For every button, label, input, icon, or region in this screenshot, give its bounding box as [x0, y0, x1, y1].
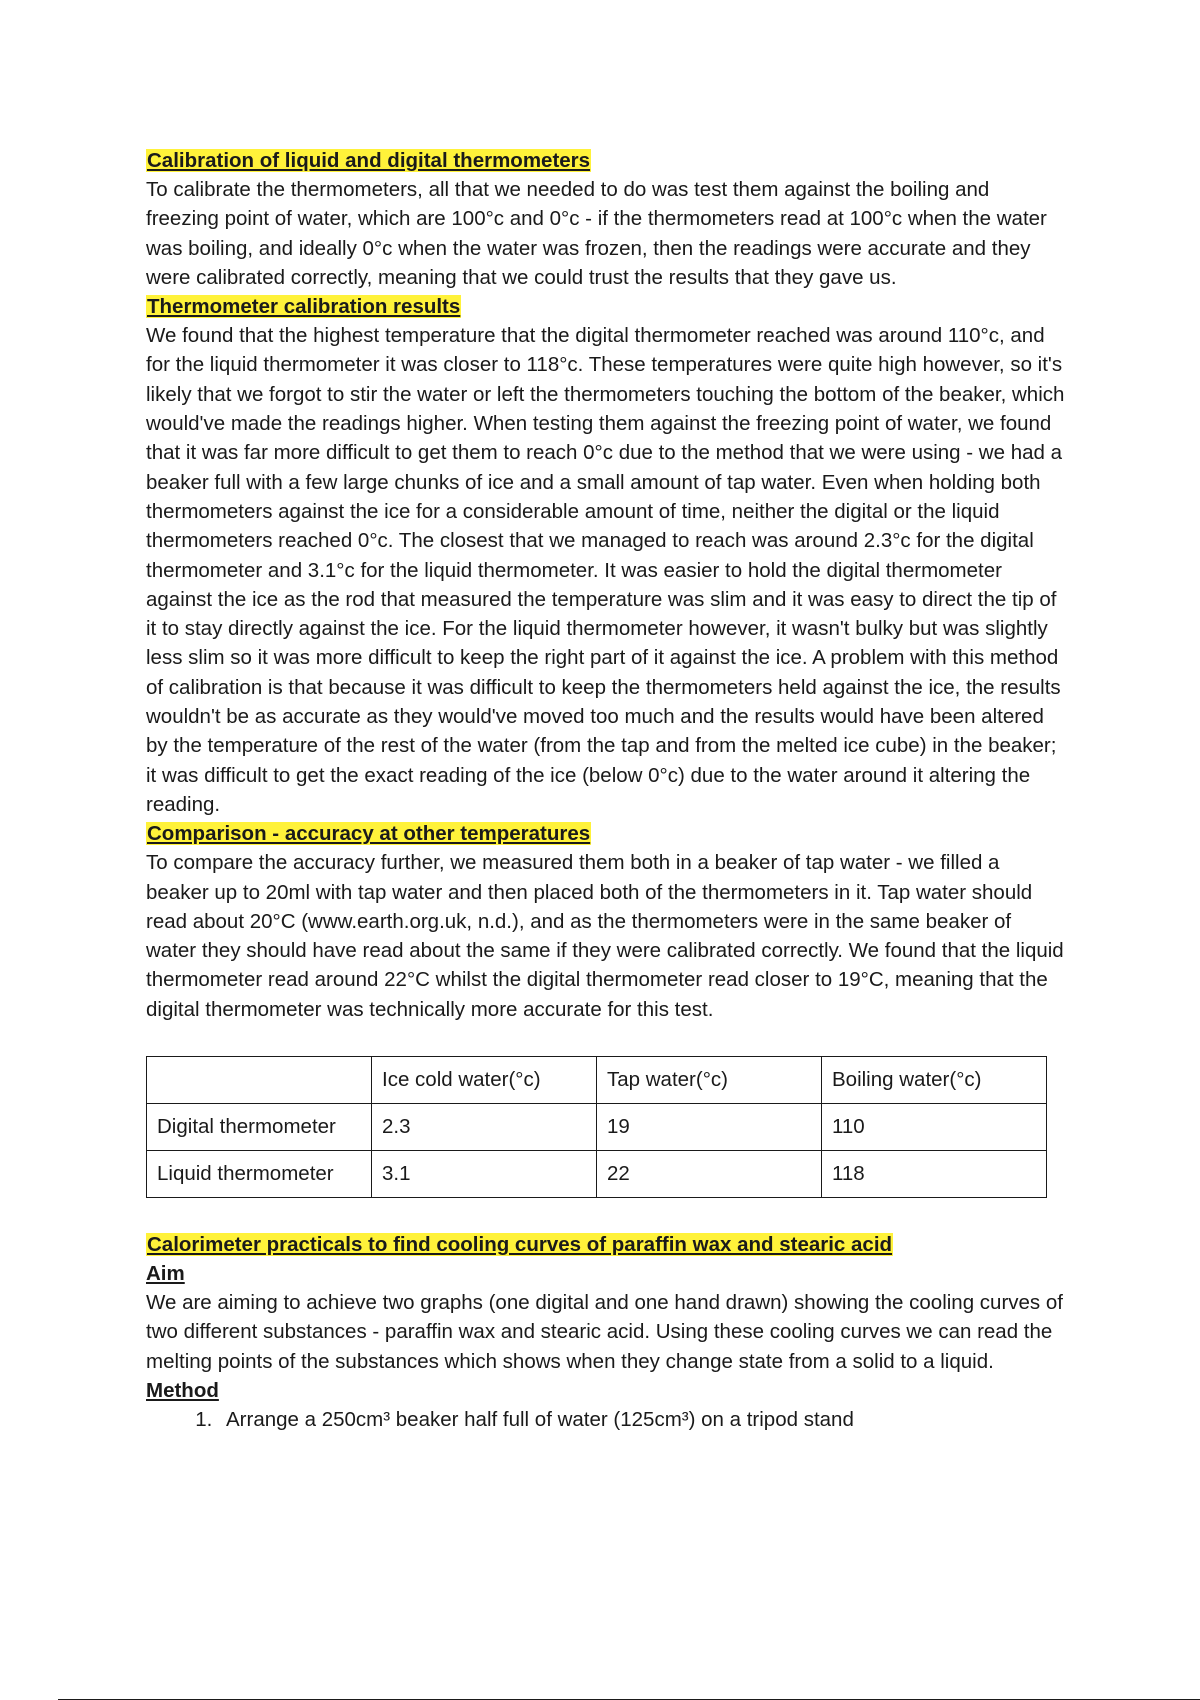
table-header-cell: Boiling water(°c) — [822, 1057, 1047, 1104]
table-cell: 2.3 — [372, 1104, 597, 1151]
method-heading: Method — [146, 1378, 219, 1402]
table-header-cell — [147, 1057, 372, 1104]
aim-paragraph: We are aiming to achieve two graphs (one digital and one hand drawn) showing the cooling curves of two different substances - paraffin wax and stearic acid. Using these cooling curves we can read the melting points of the substances which shows when they change state from a solid to a liquid. — [146, 1291, 1063, 1373]
table-cell: 3.1 — [372, 1151, 597, 1198]
results-table — [146, 1056, 1047, 1198]
table-cell: 22 — [597, 1151, 822, 1198]
results-heading: Thermometer calibration results — [147, 295, 461, 319]
results-paragraph: We found that the highest temperature that the digital thermometer reached was around 110°c, and for the liquid thermometer it was closer to 118°c. These temperatures were quite high however, so it's likely that we forgot to stir the water or left the thermometers touching the bottom of the beaker, which would've made the readings higher. When testing them against the freezing point of water, we found that it was far more difficult to get them to reach 0°c due to the method that we were using - we had a beaker full with a few large chunks of ice and a small amount of tap water. Even when holding both thermometers against the ice for a considerable amount of time, neither the digital or the liquid thermometers reached 0°c. The closest that we managed to reach was around 2.3°c for the digital thermometer and 3.1°c for the liquid thermometer. It was easier to hold the digital thermometer against the ice as the rod that measured the temperature was slim and it was easy to direct the tip of it to stay directly against the ice. For the liquid thermometer however, it wasn't bulky but was slightly less slim so it was more difficult to keep the right part of it against the ice. A problem with this method of calibration is that because it was difficult to keep the thermometers held against the ice, the results wouldn't be as accurate as they would've moved too much and the results would have been altered by the temperature of the rest of the water (from the tap and from the melted ice cube) in the beaker; it was difficult to get the exact reading of the ice (below 0°c) due to the water around it altering the reading. — [146, 324, 1065, 816]
table-cell: Liquid thermometer — [147, 1151, 372, 1198]
comparison-paragraph: To compare the accuracy further, we measured them both in a beaker of tap water - we filled a beaker up to 20ml with tap water and then placed both of the thermometers in it. Tap water should read about 20°C (www.earth.org.uk, n.d.), and as the thermometers were in the same beaker of water they should have read about the same if they were calibrated correctly. We found that the liquid thermometer read around 22°C whilst the digital thermometer read closer to 19°C, meaning that the digital thermometer was technically more accurate for this test. — [146, 851, 1064, 1021]
calibration-paragraph: To calibrate the thermometers, all that we needed to do was test them against the boiling and freezing point of water, which are 100°c and 0°c - if the thermometers read at 100°c when the water was boiling, and ideally 0°c when the water was frozen, then the readings were accurate and they were calibrated correctly, meaning that we could trust the results that they gave us. — [146, 178, 1047, 289]
table-cell: Digital thermometer — [147, 1104, 372, 1151]
document-page — [146, 146, 1066, 1434]
table-row — [147, 1151, 1047, 1198]
table-header-cell: Ice cold water(°c) — [372, 1057, 597, 1104]
list-item: 1. Arrange a 250cm³ beaker half full of water (125cm³) on a tripod stand — [218, 1405, 1066, 1434]
calibration-heading: Calibration of liquid and digital thermometers — [147, 149, 591, 172]
table-cell: 118 — [822, 1151, 1047, 1198]
comparison-heading: Comparison - accuracy at other temperatures — [147, 822, 591, 846]
calorimeter-heading: Calorimeter practicals to find cooling curves of paraffin wax and stearic acid — [147, 1233, 893, 1257]
table-row — [147, 1104, 1047, 1151]
table-header-cell: Tap water(°c) — [597, 1057, 822, 1104]
method-list — [146, 1405, 1066, 1434]
table-cell: 19 — [597, 1104, 822, 1151]
table-header-row — [147, 1057, 1047, 1104]
aim-heading: Aim — [146, 1262, 185, 1286]
table-cell: 110 — [822, 1104, 1047, 1151]
